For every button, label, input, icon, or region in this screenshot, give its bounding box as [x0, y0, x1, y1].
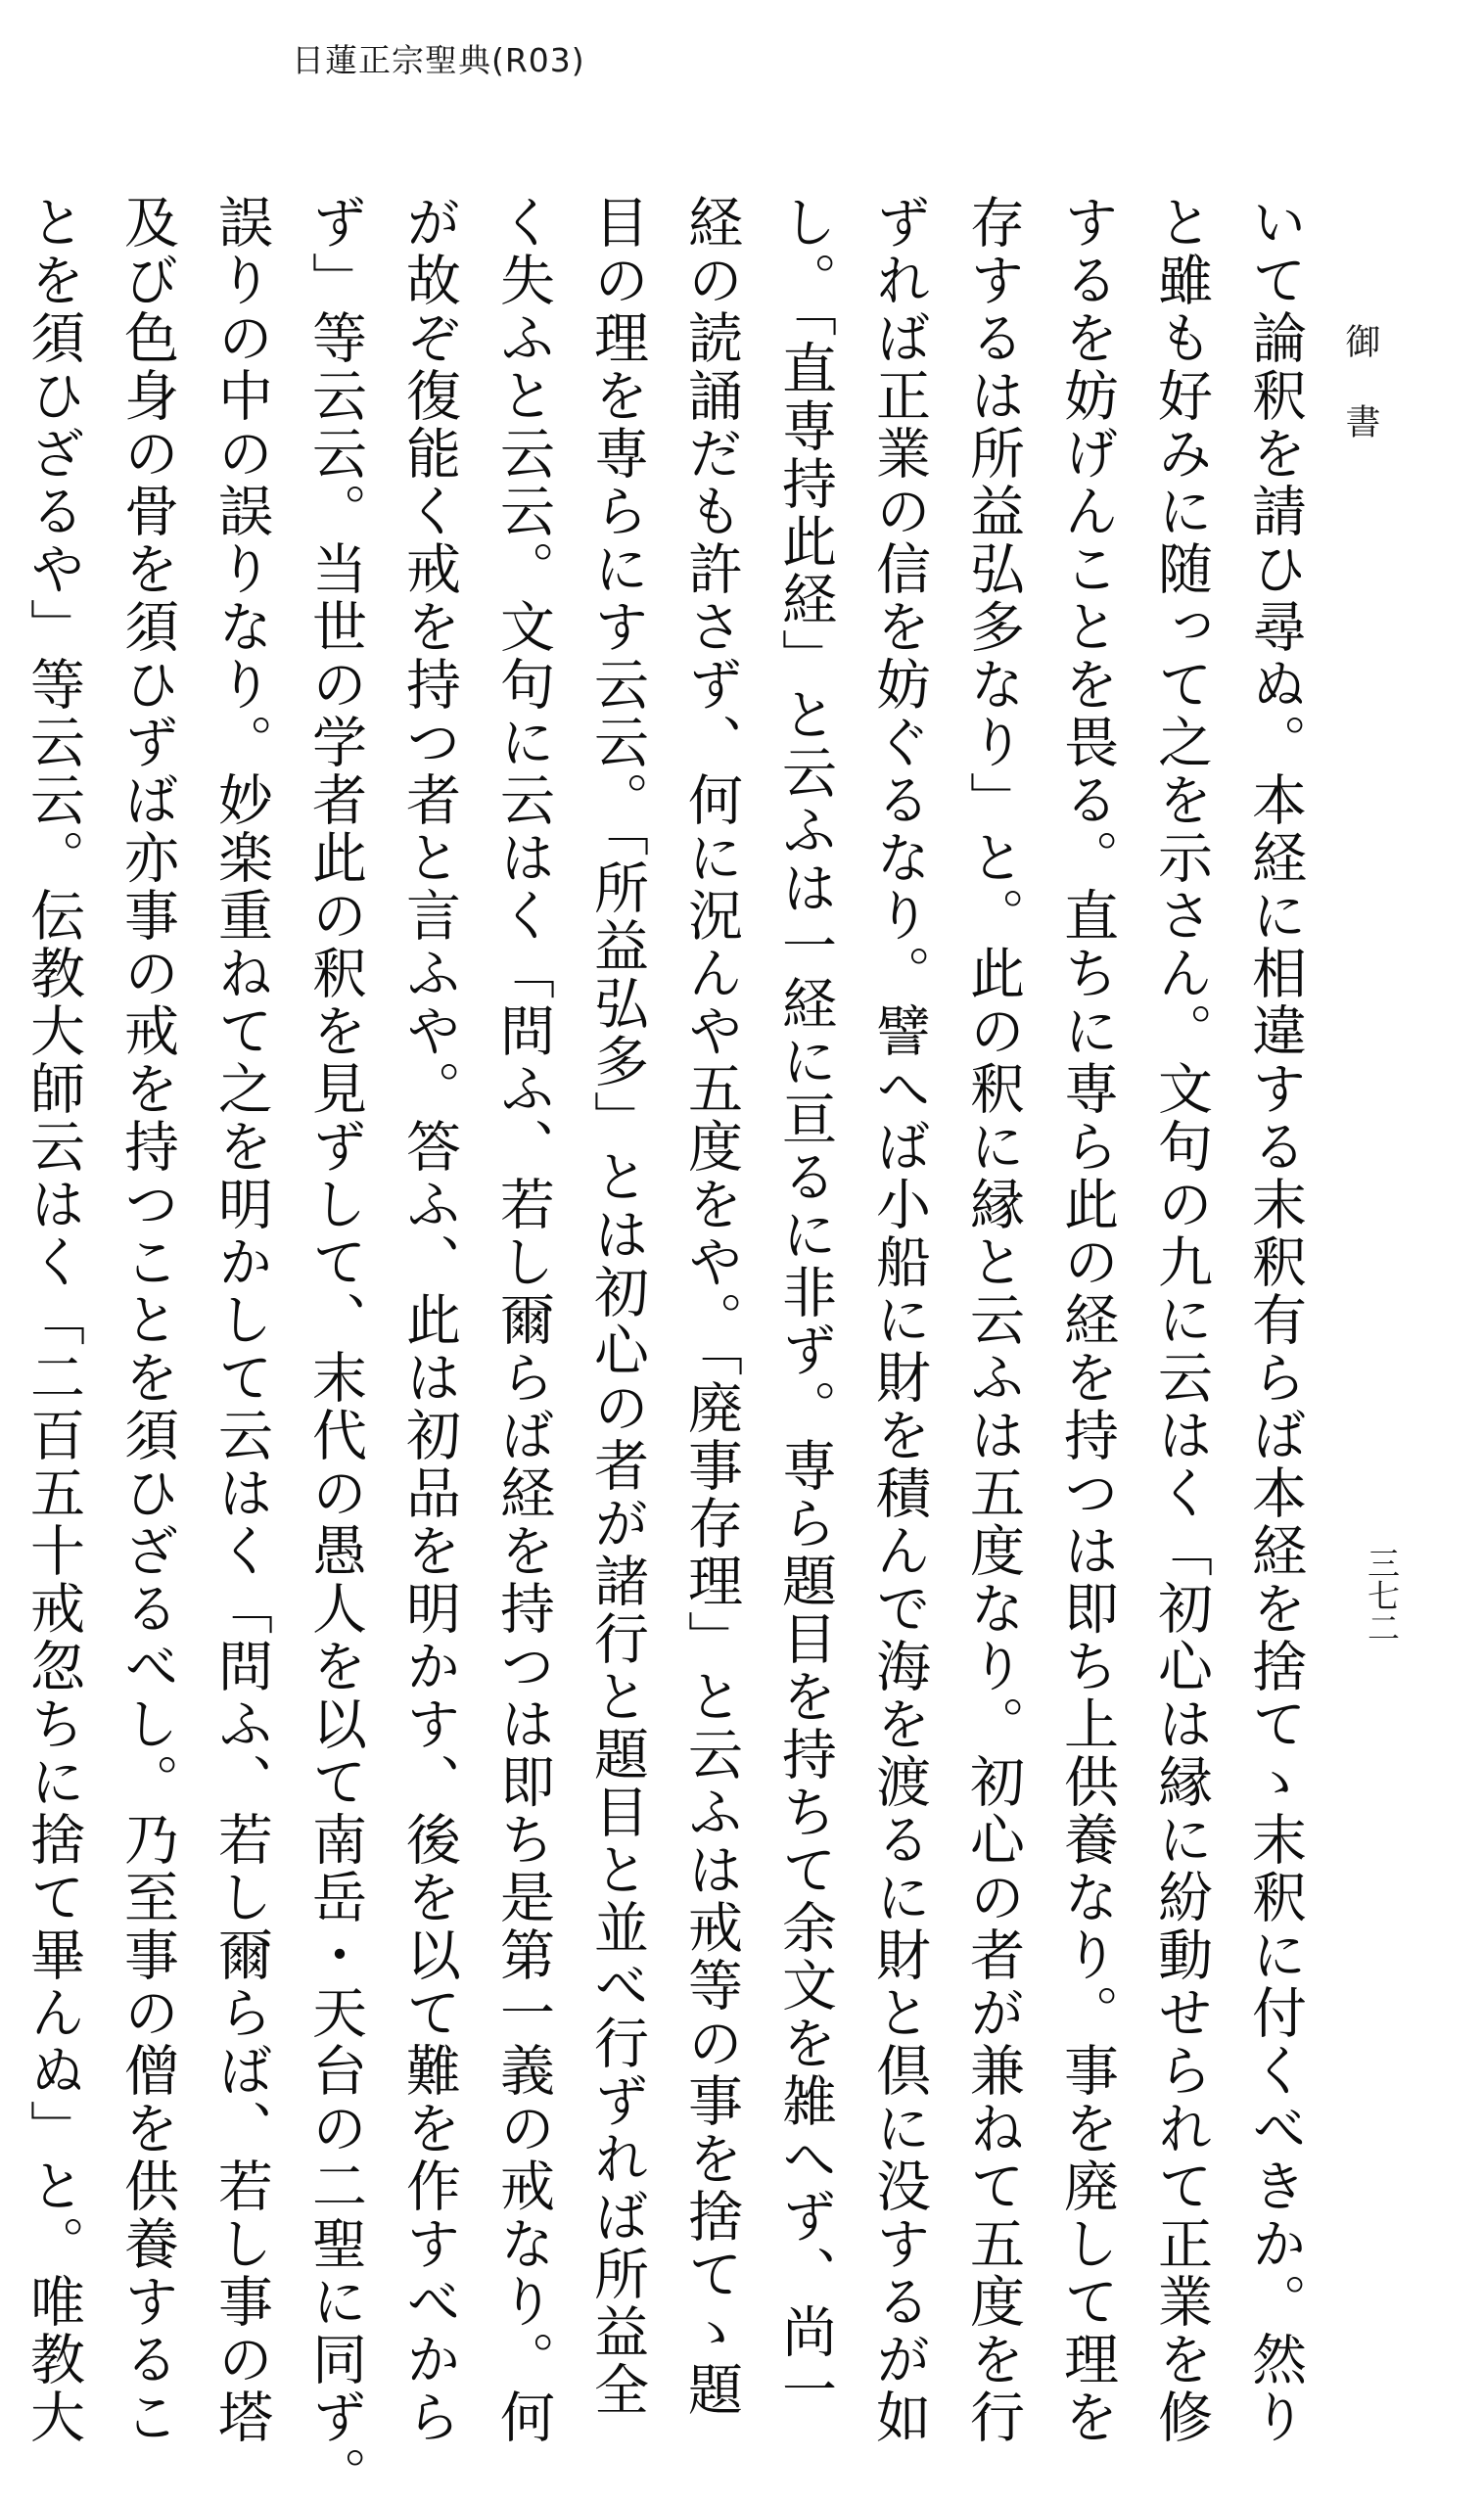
text-line: し。「直専持此経」と云ふは一経に亘るに非ず。専ら題目を持ちて余文を雑へず、尚一 [773, 194, 837, 2419]
text-line: 及び色身の骨を須ひずば亦事の戒を持つことを須ひざるべし。乃至事の僧を供養するこ [116, 194, 179, 2446]
text-line: ずれば正業の信を妨ぐるなり。譬へば小船に財を積んで海を渡るに財と倶に没するが如 [867, 194, 931, 2446]
text-line: 目の理を専らにす云云。「所益弘多」とは初心の者が諸行と題目と並べ行ずれば所益全 [585, 194, 649, 2419]
document-header-title: 日蓮正宗聖典(R03) [292, 41, 585, 79]
text-line: とを須ひざるや」等云云。伝教大師云はく「二百五十戒忽ちに捨て畢んぬ」と。唯教大 [22, 194, 85, 2446]
text-line: ず」等云云。当世の学者此の釈を見ずして、末代の愚人を以て南岳・天台の二聖に同ず。 [303, 194, 367, 2504]
page-number: 三七二 [1363, 1547, 1401, 1644]
text-line: 経の読誦だも許さず、何に況んや五度をや。「廃事存理」と云ふは戒等の事を捨てゝ題 [679, 194, 743, 2419]
text-line: するを妨げんことを畏る。直ちに専ら此の経を持つは即ち上供養なり。事を廃して理を [1055, 194, 1119, 2446]
text-line: いて論釈を請ひ尋ぬ。本経に相違する末釈有らば本経を捨てゝ末釈に付くべきか。然り [1243, 194, 1307, 2446]
text-line: と雖も好みに随って之を示さん。文句の九に云はく「初心は縁に紛動せられて正業を修 [1149, 194, 1213, 2446]
text-line [0, 194, 6, 2054]
text-line: 誤りの中の誤りなり。妙楽重ねて之を明かして云はく「問ふ、若し爾らば、若し事の塔 [209, 194, 273, 2446]
text-line: 存するは所益弘多なり」と。此の釈に縁と云ふは五度なり。初心の者が兼ねて五度を行 [961, 194, 1025, 2446]
text-line: く失ふと云云。文句に云はく「問ふ、若し爾らば経を持つは即ち是第一義の戒なり。何 [491, 194, 555, 2446]
section-label: 御書 [1340, 323, 1380, 484]
text-line: が故ぞ復能く戒を持つ者と言ふや。答ふ、此は初品を明かす、後を以て難を作すべから [397, 194, 461, 2446]
vertical-text-body [22, 194, 1322, 2504]
